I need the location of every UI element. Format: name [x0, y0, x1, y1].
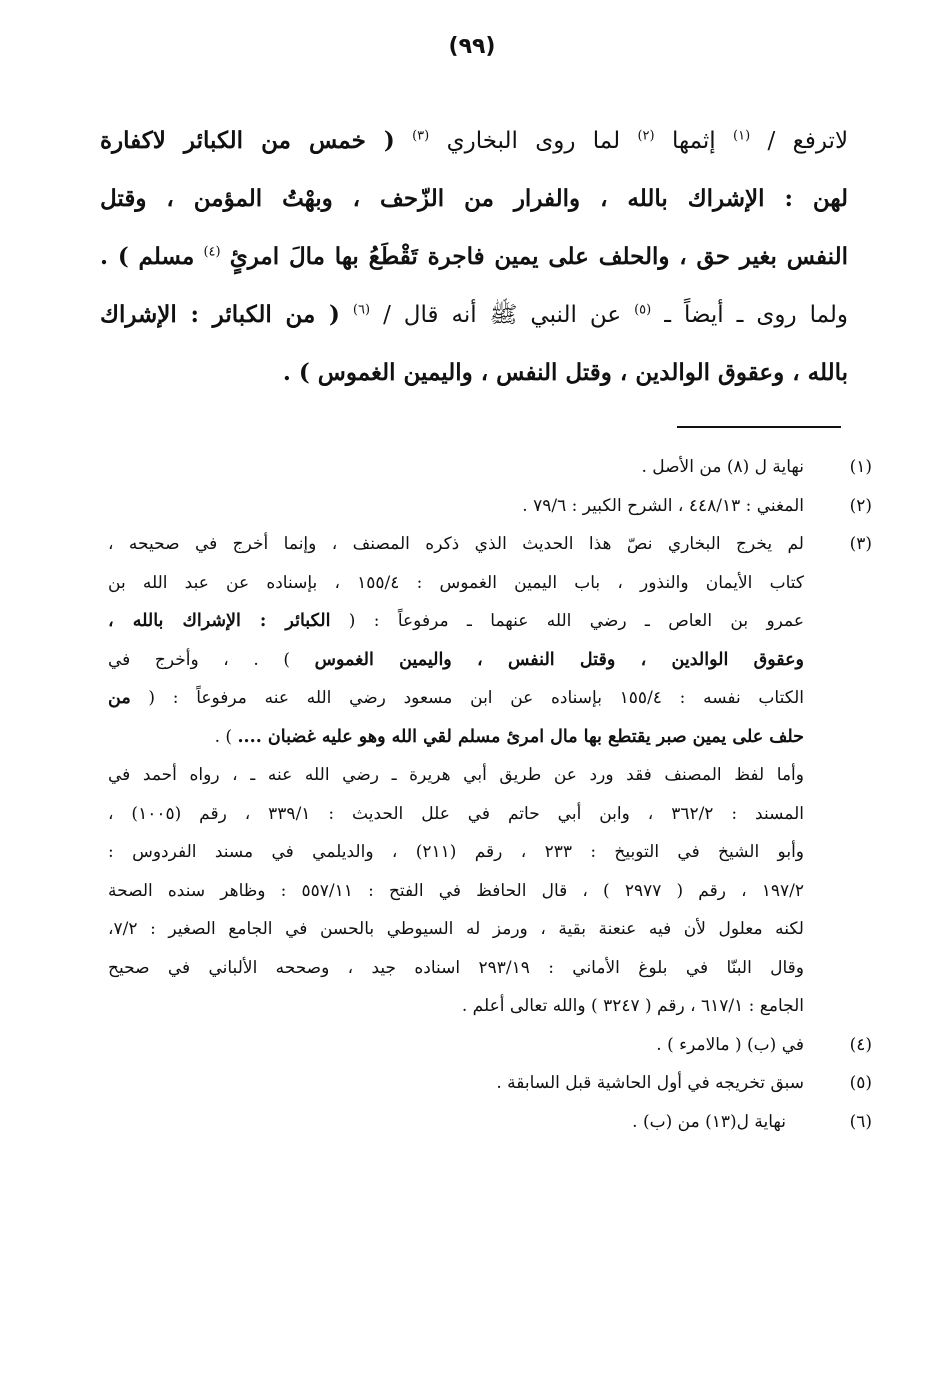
footnote-body — [108, 448, 804, 487]
footnote-line: المسند : ٣٦٢/٢ ، وابن أبي حاتم في علل الحديث : ٣٣٩/١ ، رقم (١٠٠٥) ، — [108, 803, 804, 824]
main-line-5 — [100, 344, 848, 402]
footnote-number: (٥) — [849, 1073, 872, 1093]
footnote-number: (٢) — [849, 495, 872, 516]
footnote-body — [108, 487, 804, 526]
footnote-body — [108, 1103, 804, 1142]
footnote-line — [108, 679, 804, 718]
footnote-ref-5[interactable]: (٥) — [634, 302, 652, 318]
hadith-text: من — [108, 688, 131, 708]
footnote-line: كتاب الأيمان والنذور ، باب اليمين الغموس : ١٥٥/٤ ، بإسناده عن عبد الله بن — [108, 572, 804, 593]
footnote-2 — [108, 487, 872, 526]
footnote-body — [108, 1026, 804, 1065]
hadith-text: ( خمس من الكبائر لاكفارة — [100, 127, 395, 154]
footnote-line: المغني : ٤٤٨/١٣ ، الشرح الكبير : ٧٩/٦ . — [522, 495, 804, 516]
footnote-line: سبق تخريجه في أول الحاشية قبل السابقة . — [496, 1073, 804, 1093]
footnote-line — [108, 718, 804, 757]
text-segment: عمرو بن العاص ـ رضي الله عنهما ـ مرفوعاً : ( — [348, 611, 804, 631]
footnote-ref-4[interactable]: (٤) — [203, 244, 221, 260]
hadith-text: مسلم ) . — [100, 243, 195, 270]
footnote-line: وأبو الشيخ في التوبيخ : ٢٣٣ ، رقم (٢١١) ، والديلمي في مسند الفردوس : — [108, 842, 804, 862]
footnote-line: وأما لفظ المصنف فقد ورد عن طريق أبي هريرة ـ رضي الله عنه ـ ، رواه أحمد في — [108, 765, 804, 785]
footnote-line: نهاية ل(١٣) من (ب) . — [632, 1111, 786, 1132]
text-segment: ولما روى ـ أيضاً ـ — [664, 302, 848, 328]
hadith-text: ( من الكبائر : الإشراك — [100, 301, 340, 328]
footnote-line — [108, 641, 804, 680]
main-line-1 — [100, 112, 848, 170]
text-segment: إثمها — [671, 128, 716, 154]
main-text — [100, 112, 848, 402]
hadith-text: الكبائر : الإشراك بالله ، — [108, 611, 331, 631]
text-segment: لاترفع / — [767, 128, 848, 154]
footnote-ref-3[interactable]: (٣) — [412, 128, 430, 144]
main-line-2 — [100, 170, 848, 228]
hadith-text: بالله ، وعقوق الوالدين ، وقتل النفس ، واليمين الغموس ) . — [282, 359, 848, 386]
footnote-line: الجامع : ٦١٧/١ ، رقم ( ٣٢٤٧ ) والله تعالى أعلم . — [461, 996, 804, 1016]
text-segment: لما روى البخاري — [446, 128, 621, 154]
text-segment: ) . ، وأخرج في — [108, 649, 291, 670]
footnote-number: (٤) — [849, 1034, 872, 1055]
footnote-ref-1[interactable]: (١) — [733, 128, 751, 144]
footnote-5 — [108, 1064, 872, 1103]
footnote-number: (٦) — [849, 1111, 872, 1132]
footnote-separator — [677, 426, 841, 428]
hadith-text: النفس بغير حق ، والحلف على يمين فاجرة تَقْطَعُ بها مالَ امرئٍ — [229, 243, 848, 270]
footnote-line — [108, 602, 804, 641]
text-segment: عن النبي ﷺ أنه قال / — [383, 302, 622, 328]
footnote-line: وقال البنّا في بلوغ الأماني : ٢٩٣/١٩ اسناده جيد ، وصححه الألباني في صحيح — [108, 957, 804, 978]
footnote-body — [108, 525, 804, 1026]
footnote-6 — [108, 1103, 872, 1142]
hadith-text: وعقوق الوالدين ، وقتل النفس ، واليمين الغموس — [314, 649, 804, 670]
footnote-3 — [108, 525, 872, 1026]
footnote-body — [108, 1064, 804, 1103]
footnote-line: لكنه معلول لأن فيه عنعنة بقية ، ورمز له السيوطي بالحسن في الجامع الصغير : ٧/٢، — [108, 919, 804, 939]
footnote-ref-6[interactable]: (٦) — [352, 302, 371, 318]
footnote-line: في (ب) ( مالامرء ) . — [656, 1034, 804, 1055]
footnote-number: (١) — [849, 457, 872, 477]
footnote-4 — [108, 1026, 872, 1065]
main-line-4 — [100, 286, 848, 344]
text-segment: ) . — [214, 726, 233, 747]
footnote-line: لم يخرج البخاري نصّ هذا الحديث الذي ذكره المصنف ، وإنما أخرج في صحيحه ، — [108, 534, 804, 554]
page-number: (٩٩) — [448, 34, 496, 59]
footnote-line: نهاية ل (٨) من الأصل . — [641, 457, 804, 477]
footnote-ref-2[interactable]: (٢) — [637, 128, 655, 144]
hadith-text: لهن : الإشراك بالله ، والفرار من الزّحف ، وبهْتُ المؤمن ، وقتل — [100, 185, 848, 212]
main-line-3 — [100, 228, 848, 286]
hadith-text: حلف على يمين صبر يقتطع بها مال امرئ مسلم لقي الله وهو عليه غضبان .... — [237, 726, 804, 747]
footnote-number: (٣) — [849, 534, 872, 554]
footnote-line: ١٩٧/٢ ، رقم ( ٢٩٧٧ ) ، قال الحافظ في الفتح : ٥٥٧/١١ : وظاهر سنده الصحة — [108, 880, 804, 901]
footnote-1 — [108, 448, 872, 487]
text-segment: الكتاب نفسه : ١٥٥/٤ بإسناده عن ابن مسعود رضي الله عنه مرفوعاً : ( — [148, 688, 804, 708]
footnotes — [108, 448, 872, 1141]
